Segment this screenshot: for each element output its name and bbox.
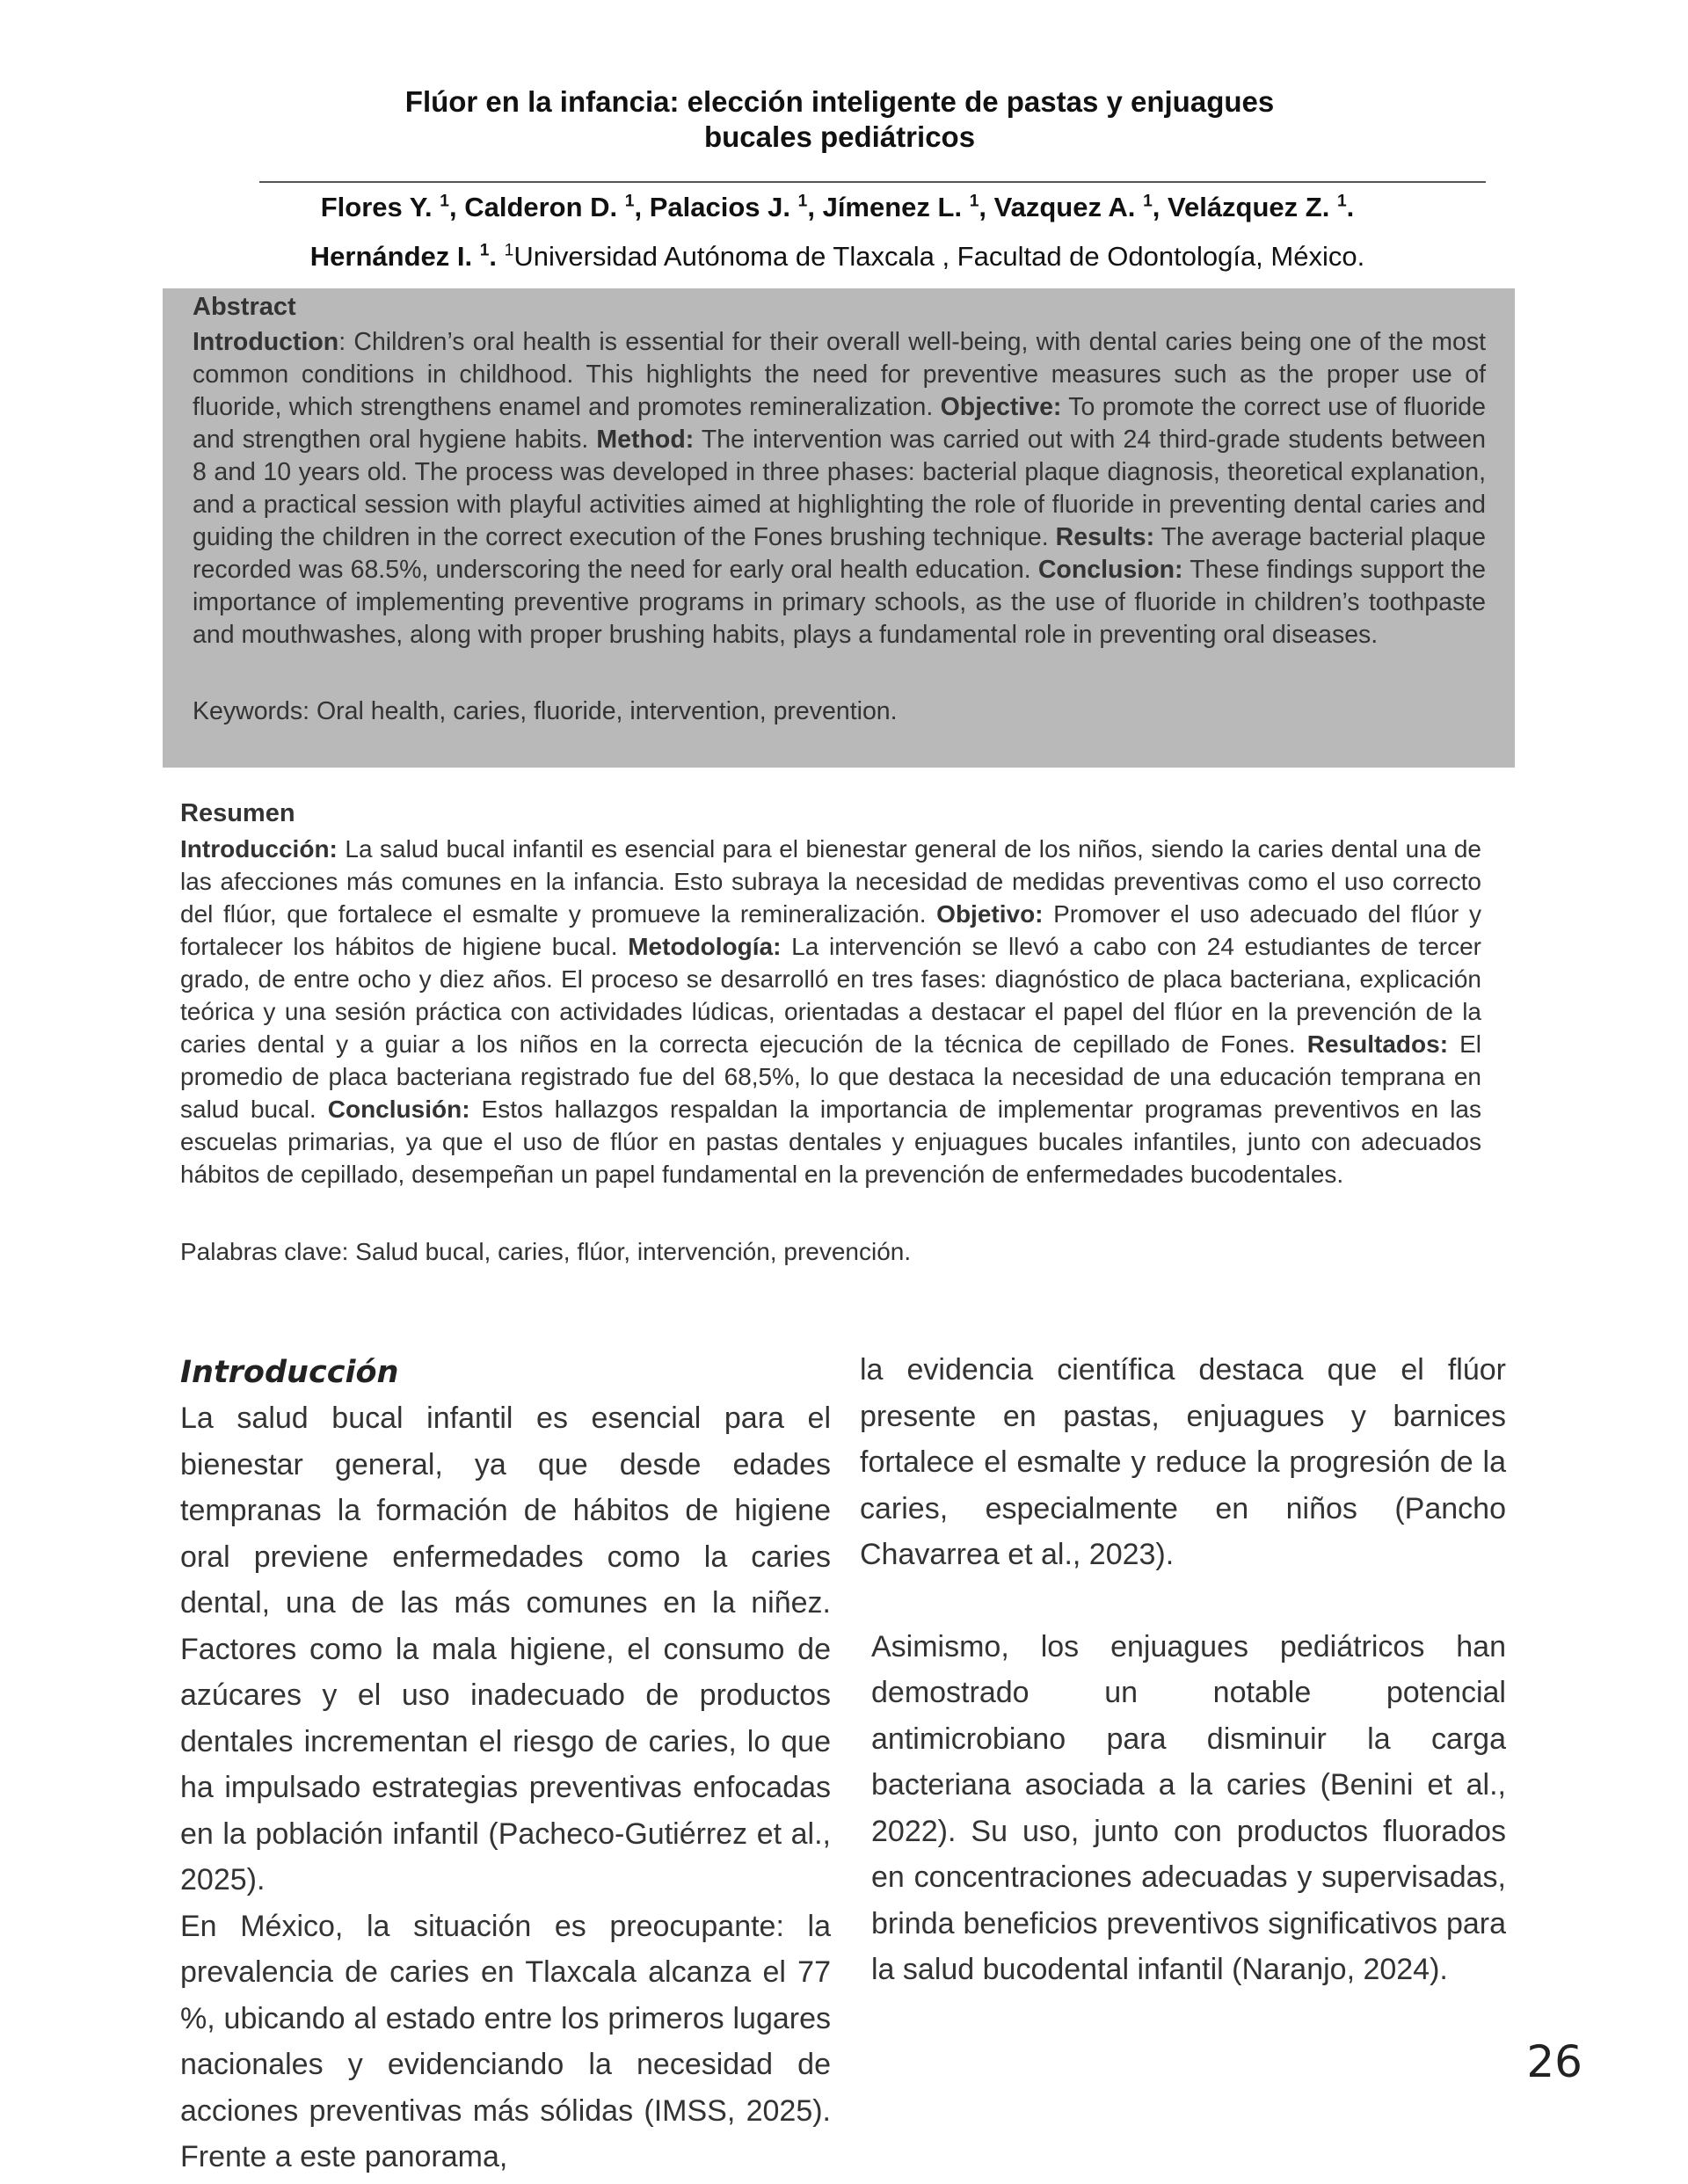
abstract-body: Introduction: Children’s oral health is essential for their overall well-being, with dental caries being one of the most common conditions in childhood. This highlights the need for preventive measures such as the proper use of fluoride, which strengthens enamel and promotes remineralization. Objective: To promote the correct use of fluoride and strengthen oral hygiene habits. Method: The intervention was carried out with 24 third-grade students between 8 and 10 years old. The process was developed in three phases: bacterial plaque diagnosis, theoretical explanation, and a practical session with playful activities aimed at highlighting the role of fluoride in preventing dental caries and guiding the children in the correct execution of the Fones brushing technique. Results: The average bacterial plaque recorded was 68.5%, underscoring the need for early oral health education. Conclusion: These findings support the importance of implementing preventive programs in primary schools, as the use of fluoride in children’s toothpaste and mouthwashes, along with proper brushing habits, plays a fundamental role in preventing oral diseases. — [193, 328, 1486, 649]
title-divider — [259, 181, 1486, 183]
abstract-conclusion-label: Conclusion: — [1037, 556, 1183, 584]
resumen-intro-label: Introducción: — [180, 835, 338, 863]
author: Hernández I. $^1$. — [309, 241, 498, 272]
title-line-1: Flúor en la infancia: elección inteligente de pastas y enjuagues — [404, 85, 1275, 118]
paper-title — [246, 84, 1433, 155]
abstract — [193, 288, 1486, 728]
abstract-method-label: Method: — [596, 426, 695, 454]
resumen-method-label: Metodología: — [628, 933, 782, 960]
abstract-intro-label: Introduction — [193, 328, 339, 356]
abstract-heading: Abstract — [193, 293, 296, 321]
page-number: 26 — [1526, 2036, 1582, 2087]
resumen-heading: Resumen — [180, 799, 295, 827]
resumen — [180, 797, 1481, 1268]
body-paragraph: La salud bucal infantil es esencial para el bienestar general, ya que desde edades tempranas la formación de hábitos de higiene oral previene enfermedades como la caries dental, una de las más comunes en la niñez. Factores como la mala higiene, el consumo de azúcares y el uso inadecuado de productos dentales incrementan el riesgo de caries, lo que ha impulsado estrategias preventivas enfocadas en la población infantil (Pacheco-Gutiérrez et al., 2025). — [180, 1401, 831, 1896]
abstract-keywords: Keywords: Oral health, caries, fluoride, intervention, prevention. — [193, 697, 898, 725]
resumen-keywords: Palabras clave: Salud bucal, caries, flúor, intervención, prevención. — [180, 1238, 912, 1265]
author: Velázquez Z. $^1$. — [1168, 192, 1355, 222]
body-paragraph: la evidencia científica destaca que el flúor presente en pastas, enjuagues y barnices fortalece el esmalte y reduce la progresión de la caries, especialmente en niños (Pancho Chavarrea et al., 2023). — [860, 1353, 1506, 1571]
affiliation-line — [246, 234, 1429, 280]
author: Flores Y. $^1$, — [320, 192, 457, 222]
abstract-objective-label: Objective: — [940, 393, 1062, 421]
author: Vazquez A. $^1$, — [993, 192, 1160, 222]
abstract-results-label: Results: — [1055, 523, 1155, 551]
author: Jímenez L. $^1$, — [822, 192, 987, 222]
resumen-body: Introducción: La salud bucal infantil es esencial para el bienestar general de los niños, siendo la caries dental una de las afecciones más comunes en la infancia. Esto subraya la necesidad de medidas preventivas como el uso correcto del flúor, que fortalece el esmalte y promueve la remineralización. Objetivo: Promover el uso adecuado del flúor y fortalecer los hábitos de higiene bucal. Metodología: La intervención se llevó a cabo con 24 estudiantes de tercer grado, de entre ocho y diez años. El proceso se desarrolló en tres fases: diagnóstico de placa bacteriana, explicación teórica y una sesión práctica con actividades lúdicas, orientadas a destacar el papel del flúor en la prevención de la caries dental y a guiar a los niños en la correcta ejecución de la técnica de cepillado de Fones. Resultados: El promedio de placa bacteriana registrado fue del 68,5%, lo que destaca la necesidad de una educación temprana en salud bucal. Conclusión: Estos hallazgos respaldan la importancia de implementar programas preventivos en las escuelas primarias, ya que el uso de flúor en pastas dentales y enjuagues bucales infantiles, junto con adecuados hábitos de cepillado, desempeñan un papel fundamental en la prevención de enfermedades bucodentales. — [180, 835, 1482, 1188]
title-line-2: bucales pediátricos — [703, 120, 976, 153]
affiliation-marker: 1 — [504, 241, 514, 260]
body-column-left — [180, 1350, 831, 2180]
author-list — [246, 185, 1429, 230]
body-paragraph: En México, la situación es preocupante: la prevalencia de caries en Tlaxcala alcanza el 77 %, ubicando al estado entre los primeros lugares nacionales y evidenciando la necesidad de acciones preventivas más sólidas (IMSS, 2025). Frente a este panorama, — [180, 1909, 831, 2173]
author: Calderon D. $^1$, — [464, 192, 643, 222]
author: Palacios J. $^1$, — [649, 192, 815, 222]
affiliation: Universidad Autónoma de Tlaxcala , Facultad de Odontología, México. — [513, 241, 1365, 272]
body-column-right — [860, 1347, 1506, 1993]
resumen-results-label: Resultados: — [1306, 1030, 1449, 1058]
body-paragraph: Asimismo, los enjuagues pediátricos han demostrado un notable potencial antimicrobiano para disminuir la carga bacteriana asociada a la caries (Benini et al., 2022). Su uso, junto con productos fluorados en concentraciones adecuadas y supervisadas, brinda beneficios preventivos significativos para la salud bucodental infantil (Naranjo, 2024). — [871, 1629, 1506, 1986]
resumen-objective-label: Objetivo: — [936, 900, 1044, 928]
abstract-box — [163, 288, 1515, 768]
resumen-conclusion-label: Conclusión: — [327, 1096, 470, 1123]
introduction-heading: Introducción — [180, 1355, 399, 1390]
